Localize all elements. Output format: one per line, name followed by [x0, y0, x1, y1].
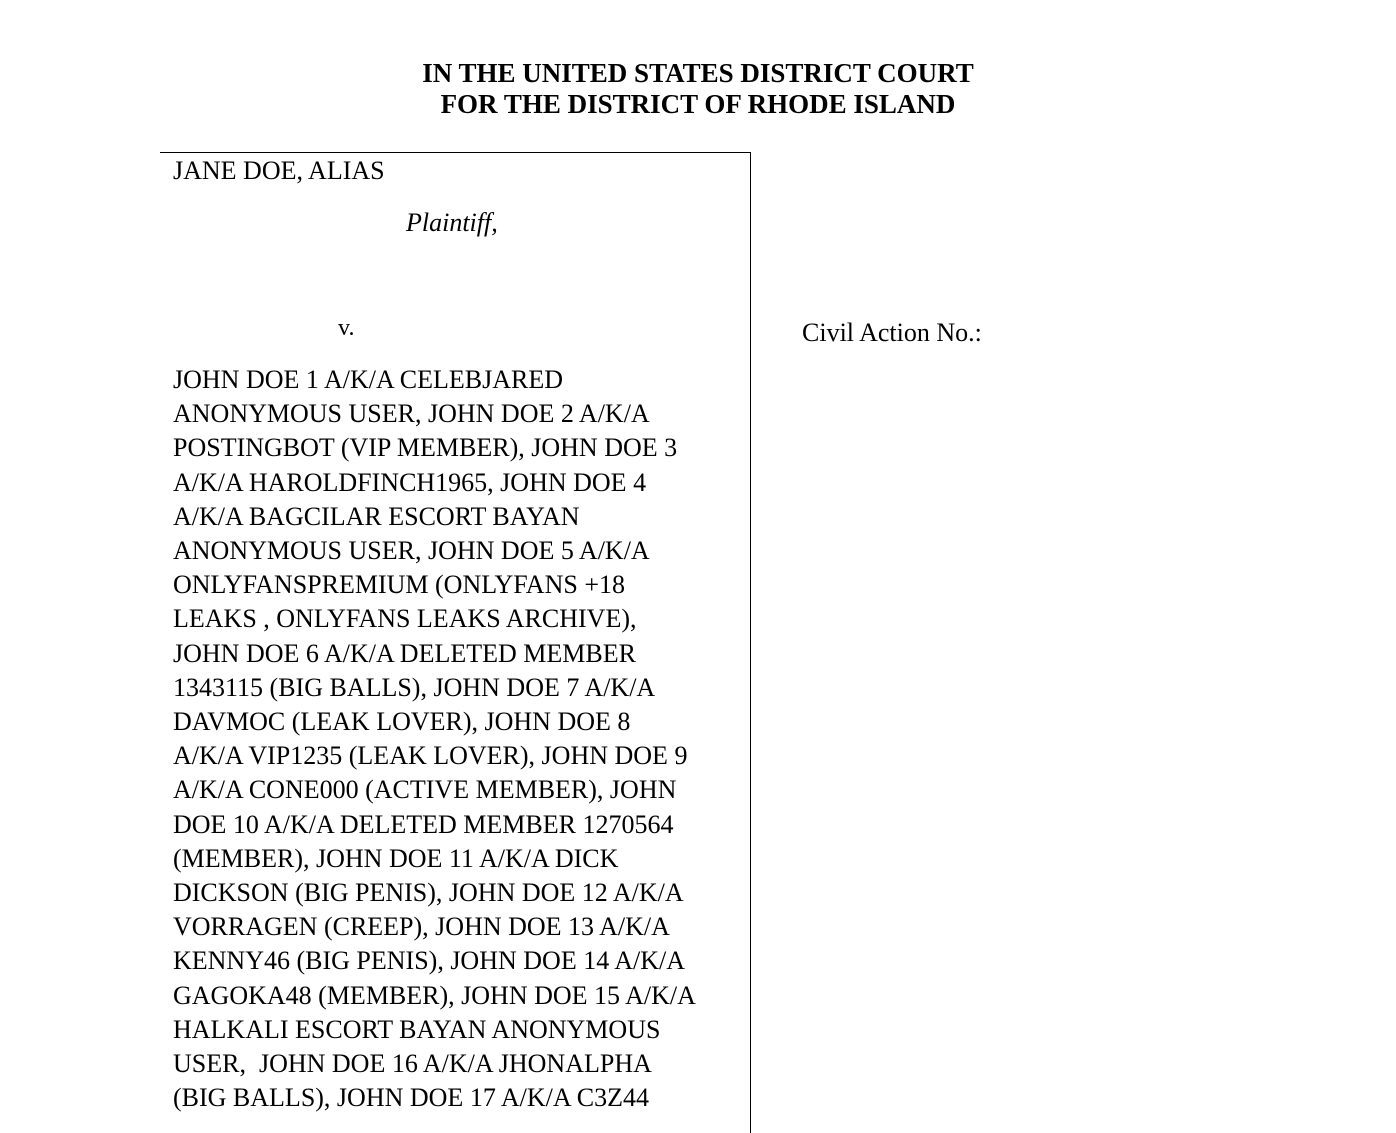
- defendant-line: (BIG BALLS), JOHN DOE 17 A/K/A C3Z44: [173, 1083, 649, 1113]
- versus-label: v.: [338, 315, 355, 341]
- defendant-line: ANONYMOUS USER, JOHN DOE 2 A/K/A: [173, 399, 650, 429]
- defendant-line: GAGOKA48 (MEMBER), JOHN DOE 15 A/K/A: [173, 980, 696, 1010]
- defendant-line: A/K/A CONE000 (ACTIVE MEMBER), JOHN: [173, 775, 677, 805]
- defendant-line: A/K/A HAROLDFINCH1965, JOHN DOE 4: [173, 467, 647, 497]
- defendant-line: JOHN DOE 1 A/K/A CELEBJARED: [173, 365, 564, 394]
- court-heading-line-1: IN THE UNITED STATES DISTRICT COURT: [422, 58, 974, 88]
- civil-action-number-label: Civil Action No.:: [802, 318, 982, 347]
- defendant-line: ONLYFANSPREMIUM (ONLYFANS +18: [173, 570, 625, 600]
- defendant-line: A/K/A VIP1235 (LEAK LOVER), JOHN DOE 9: [173, 741, 688, 771]
- defendant-line: POSTINGBOT (VIP MEMBER), JOHN DOE 3: [173, 433, 678, 463]
- defendant-line: DOE 10 A/K/A DELETED MEMBER 1270564: [173, 809, 674, 839]
- court-heading: [0, 58, 1396, 120]
- plaintiff-role: Plaintiff,: [406, 208, 498, 237]
- defendant-line: KENNY46 (BIG PENIS), JOHN DOE 14 A/K/A: [173, 946, 686, 976]
- defendant-line: VORRAGEN (CREEP), JOHN DOE 13 A/K/A: [173, 912, 670, 942]
- plaintiff-name: JANE DOE, ALIAS: [173, 156, 385, 185]
- defendant-line: USER, JOHN DOE 16 A/K/A JHONALPHA: [173, 1049, 652, 1079]
- defendant-line: LEAKS , ONLYFANS LEAKS ARCHIVE),: [173, 604, 637, 634]
- defendant-line: 1343115 (BIG BALLS), JOHN DOE 7 A/K/A: [173, 672, 656, 702]
- defendant-line: ANONYMOUS USER, JOHN DOE 5 A/K/A: [173, 536, 650, 566]
- defendant-line: HALKALI ESCORT BAYAN ANONYMOUS: [173, 1014, 661, 1044]
- defendant-line: DAVMOC (LEAK LOVER), JOHN DOE 8: [173, 707, 631, 737]
- defendant-line: A/K/A BAGCILAR ESCORT BAYAN: [173, 501, 580, 531]
- defendants-list: [173, 363, 743, 1115]
- defendant-line: (MEMBER), JOHN DOE 11 A/K/A DICK: [173, 843, 619, 873]
- defendant-line: JOHN DOE 6 A/K/A DELETED MEMBER: [173, 638, 636, 668]
- court-heading-line-2: FOR THE DISTRICT OF RHODE ISLAND: [440, 89, 956, 119]
- defendant-line: DICKSON (BIG PENIS), JOHN DOE 12 A/K/A: [173, 878, 684, 908]
